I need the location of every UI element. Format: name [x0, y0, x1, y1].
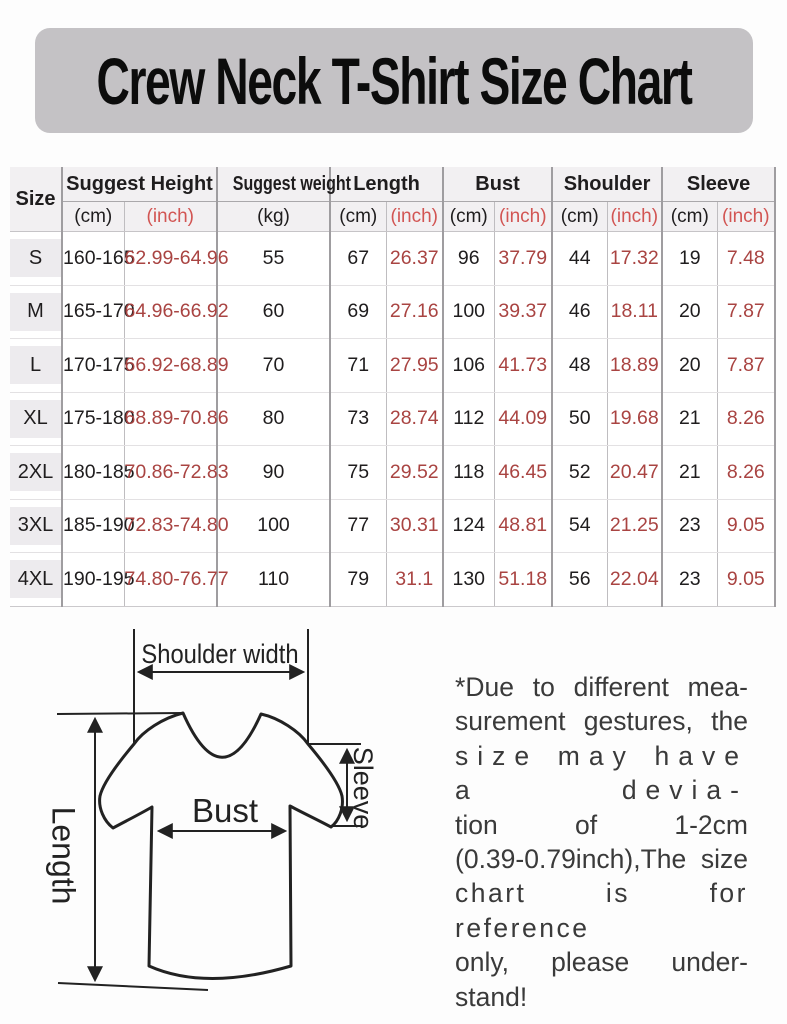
cell-shoulder-inch: 20.47 — [607, 446, 662, 500]
cell-length-inch: 27.16 — [386, 285, 443, 339]
col-header-shoulder: Shoulder — [552, 167, 662, 202]
cell-bust-cm: 130 — [443, 553, 494, 607]
cell-bust-cm: 96 — [443, 232, 494, 286]
cell-shoulder-cm: 44 — [552, 232, 607, 286]
cell-weight-kg: 60 — [217, 285, 330, 339]
col-header-size: Size — [10, 167, 62, 232]
cell-shoulder-cm: 48 — [552, 339, 607, 393]
unit-header-height-inch: (inch) — [124, 202, 217, 232]
cell-shoulder-inch: 22.04 — [607, 553, 662, 607]
cell-bust-cm: 106 — [443, 339, 494, 393]
shoulder-width-label: Shoulder width — [141, 638, 299, 669]
cell-height-inch: 64.96-66.92 — [124, 285, 217, 339]
col-header-length: Length — [330, 167, 443, 202]
cell-bust-inch: 37.79 — [494, 232, 552, 286]
bust-label: Bust — [191, 792, 259, 829]
cell-size: 3XL — [10, 499, 62, 553]
cell-length-inch: 29.52 — [386, 446, 443, 500]
title-banner — [35, 28, 753, 133]
cell-height-inch: 62.99-64.96 — [124, 232, 217, 286]
cell-height-cm: 180-185 — [62, 446, 124, 500]
unit-header-height-cm: (cm) — [62, 202, 124, 232]
cell-sleeve-inch: 7.87 — [717, 285, 775, 339]
cell-sleeve-cm: 19 — [662, 232, 717, 286]
cell-height-cm: 170-175 — [62, 339, 124, 393]
cell-sleeve-cm: 20 — [662, 285, 717, 339]
unit-header-length-cm: (cm) — [330, 202, 386, 232]
cell-shoulder-cm: 54 — [552, 499, 607, 553]
cell-bust-cm: 112 — [443, 392, 494, 446]
cell-bust-inch: 51.18 — [494, 553, 552, 607]
cell-sleeve-cm: 20 — [662, 339, 717, 393]
cell-length-inch: 31.1 — [386, 553, 443, 607]
cell-length-inch: 30.31 — [386, 499, 443, 553]
cell-shoulder-cm: 46 — [552, 285, 607, 339]
cell-sleeve-cm: 21 — [662, 446, 717, 500]
unit-header-bust-inch: (inch) — [494, 202, 552, 232]
unit-header-sleeve-cm: (cm) — [662, 202, 717, 232]
cell-sleeve-cm: 23 — [662, 553, 717, 607]
col-header-sleeve: Sleeve — [662, 167, 775, 202]
cell-length-cm: 75 — [330, 446, 386, 500]
measurement-note — [455, 670, 748, 1014]
table-row — [10, 553, 775, 607]
cell-sleeve-cm: 21 — [662, 392, 717, 446]
cell-length-cm: 71 — [330, 339, 386, 393]
length-label: Length — [45, 806, 82, 905]
cell-shoulder-inch: 19.68 — [607, 392, 662, 446]
cell-weight-kg: 100 — [217, 499, 330, 553]
table-row — [10, 499, 775, 553]
note-line: only, please under- — [455, 947, 748, 978]
cell-length-inch: 26.37 — [386, 232, 443, 286]
cell-bust-cm: 100 — [443, 285, 494, 339]
cell-length-inch: 27.95 — [386, 339, 443, 393]
cell-size: 4XL — [10, 553, 62, 607]
table-row — [10, 339, 775, 393]
cell-bust-inch: 44.09 — [494, 392, 552, 446]
cell-bust-cm: 124 — [443, 499, 494, 553]
page-title: Crew Neck T-Shirt Size Chart — [96, 43, 692, 118]
tshirt-outline — [100, 713, 343, 979]
cell-weight-kg: 90 — [217, 446, 330, 500]
table-row — [10, 392, 775, 446]
cell-shoulder-inch: 17.32 — [607, 232, 662, 286]
note-line: size may have a devia- — [455, 740, 748, 806]
note-line: stand! — [455, 981, 528, 1012]
col-header-suggest-height: Suggest Height — [62, 167, 217, 202]
length-guide-bottom — [58, 983, 208, 990]
cell-height-inch: 68.89-70.86 — [124, 392, 217, 446]
cell-sleeve-inch: 8.26 — [717, 392, 775, 446]
cell-size: XL — [10, 392, 62, 446]
cell-height-inch: 72.83-74.80 — [124, 499, 217, 553]
cell-sleeve-inch: 7.87 — [717, 339, 775, 393]
size-chart-table — [10, 167, 776, 607]
cell-bust-inch: 46.45 — [494, 446, 552, 500]
cell-bust-inch: 48.81 — [494, 499, 552, 553]
note-line: chart is for reference — [455, 878, 748, 943]
unit-header-shoulder-cm: (cm) — [552, 202, 607, 232]
note-line: (0.39-0.79inch),The size — [455, 844, 748, 875]
cell-weight-kg: 55 — [217, 232, 330, 286]
unit-header-length-inch: (inch) — [386, 202, 443, 232]
cell-length-cm: 69 — [330, 285, 386, 339]
unit-header-weight-kg: (kg) — [217, 202, 330, 232]
cell-weight-kg: 70 — [217, 339, 330, 393]
cell-sleeve-inch: 7.48 — [717, 232, 775, 286]
cell-shoulder-inch: 21.25 — [607, 499, 662, 553]
cell-size: S — [10, 232, 62, 286]
cell-shoulder-cm: 56 — [552, 553, 607, 607]
cell-weight-kg: 110 — [217, 553, 330, 607]
cell-sleeve-cm: 23 — [662, 499, 717, 553]
cell-length-cm: 77 — [330, 499, 386, 553]
cell-height-inch: 66.92-68.89 — [124, 339, 217, 393]
table-row — [10, 446, 775, 500]
cell-height-cm: 185-190 — [62, 499, 124, 553]
cell-height-cm: 165-170 — [62, 285, 124, 339]
unit-header-bust-cm: (cm) — [443, 202, 494, 232]
cell-size: L — [10, 339, 62, 393]
cell-height-cm: 175-180 — [62, 392, 124, 446]
unit-header-shoulder-inch: (inch) — [607, 202, 662, 232]
cell-size: 2XL — [10, 446, 62, 500]
cell-sleeve-inch: 9.05 — [717, 499, 775, 553]
cell-length-cm: 73 — [330, 392, 386, 446]
note-line: *Due to different mea- — [455, 672, 748, 702]
cell-weight-kg: 80 — [217, 392, 330, 446]
unit-header-sleeve-inch: (inch) — [717, 202, 775, 232]
cell-height-inch: 70.86-72.83 — [124, 446, 217, 500]
length-guide-top — [57, 713, 182, 714]
table-row — [10, 285, 775, 339]
cell-shoulder-cm: 52 — [552, 446, 607, 500]
cell-bust-inch: 39.37 — [494, 285, 552, 339]
cell-shoulder-inch: 18.89 — [607, 339, 662, 393]
cell-height-inch: 74.80-76.77 — [124, 553, 217, 607]
table-row — [10, 232, 775, 286]
cell-height-cm: 160-165 — [62, 232, 124, 286]
cell-size: M — [10, 285, 62, 339]
cell-height-cm: 190-195 — [62, 553, 124, 607]
cell-sleeve-inch: 8.26 — [717, 446, 775, 500]
col-header-suggest-weight: Suggest weight — [217, 167, 330, 202]
cell-length-cm: 67 — [330, 232, 386, 286]
cell-sleeve-inch: 9.05 — [717, 553, 775, 607]
sleeve-label: Sleeve — [348, 746, 379, 830]
cell-length-inch: 28.74 — [386, 392, 443, 446]
cell-shoulder-cm: 50 — [552, 392, 607, 446]
cell-length-cm: 79 — [330, 553, 386, 607]
cell-shoulder-inch: 18.11 — [607, 285, 662, 339]
cell-bust-cm: 118 — [443, 446, 494, 500]
cell-bust-inch: 41.73 — [494, 339, 552, 393]
col-header-bust: Bust — [443, 167, 552, 202]
note-line: surement gestures, the — [455, 706, 748, 737]
note-line: tion of 1-2cm — [455, 809, 748, 840]
